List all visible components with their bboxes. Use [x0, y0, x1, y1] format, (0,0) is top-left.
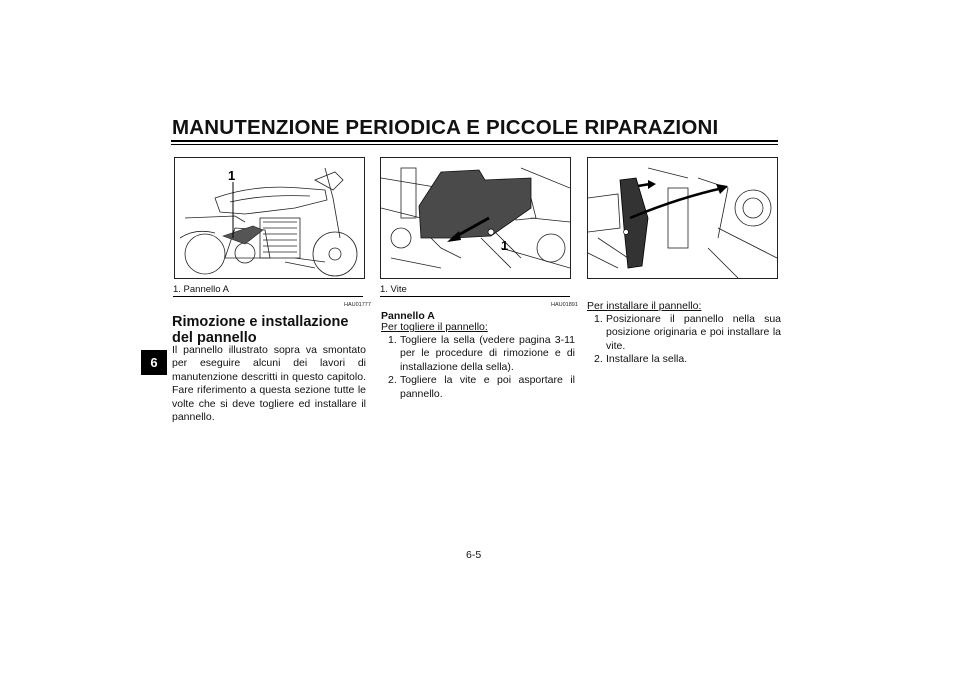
figure-install	[587, 157, 778, 279]
reference-code: HAU01891	[551, 302, 578, 308]
list-item: 1. Togliere la sella (vedere pagina 3-11 per le procedure di rimozione e di installazione della sella).	[388, 334, 575, 373]
screw-icon	[488, 229, 494, 235]
remove-title: Per togliere il pannello:	[381, 321, 488, 333]
chapter-tab: 6	[141, 350, 167, 375]
install-title: Per installare il pannello:	[587, 300, 702, 312]
figure-motorcycle	[174, 157, 365, 279]
install-illustration	[588, 158, 777, 278]
section-heading: Rimozione e installazione del pannello	[172, 314, 349, 346]
figure-callout: 1	[501, 238, 509, 253]
caption-rule	[173, 296, 363, 297]
figure-side-panel	[380, 157, 571, 279]
header-rule	[171, 140, 778, 142]
figure-caption: 1. Pannello A	[173, 284, 229, 295]
side-panel-shape	[419, 170, 531, 238]
install-steps	[587, 313, 781, 367]
remove-steps	[381, 334, 575, 401]
panel-a-heading: Pannello A	[381, 310, 435, 322]
removed-panel-shape	[620, 178, 648, 268]
reference-code: HAU01777	[344, 302, 371, 308]
list-item: 1. Posizionare il pannello nella sua posizione originaria e poi installare la vite.	[594, 313, 781, 352]
header-rule-thin	[171, 144, 778, 145]
caption-rule	[380, 296, 570, 297]
list-item: 2. Togliere la vite e poi asportare il pannello.	[388, 374, 575, 400]
page-number: 6-5	[466, 549, 482, 561]
side-panel-illustration	[381, 158, 570, 278]
figure-caption: 1. Vite	[380, 284, 407, 295]
motorcycle-illustration	[175, 158, 364, 278]
list-item: 2. Installare la sella.	[594, 353, 688, 366]
section-body: Il pannello illustrato sopra va smontato per eseguire alcuni dei lavori di manutenzione descritti in questo capitolo. Fare riferimento a questa sezione tutte le volte che si deve togliere ed installare il pannello.	[172, 344, 366, 424]
figure-callout: 1	[228, 168, 236, 183]
page-title: MANUTENZIONE PERIODICA E PICCOLE RIPARAZIONI	[172, 116, 719, 139]
